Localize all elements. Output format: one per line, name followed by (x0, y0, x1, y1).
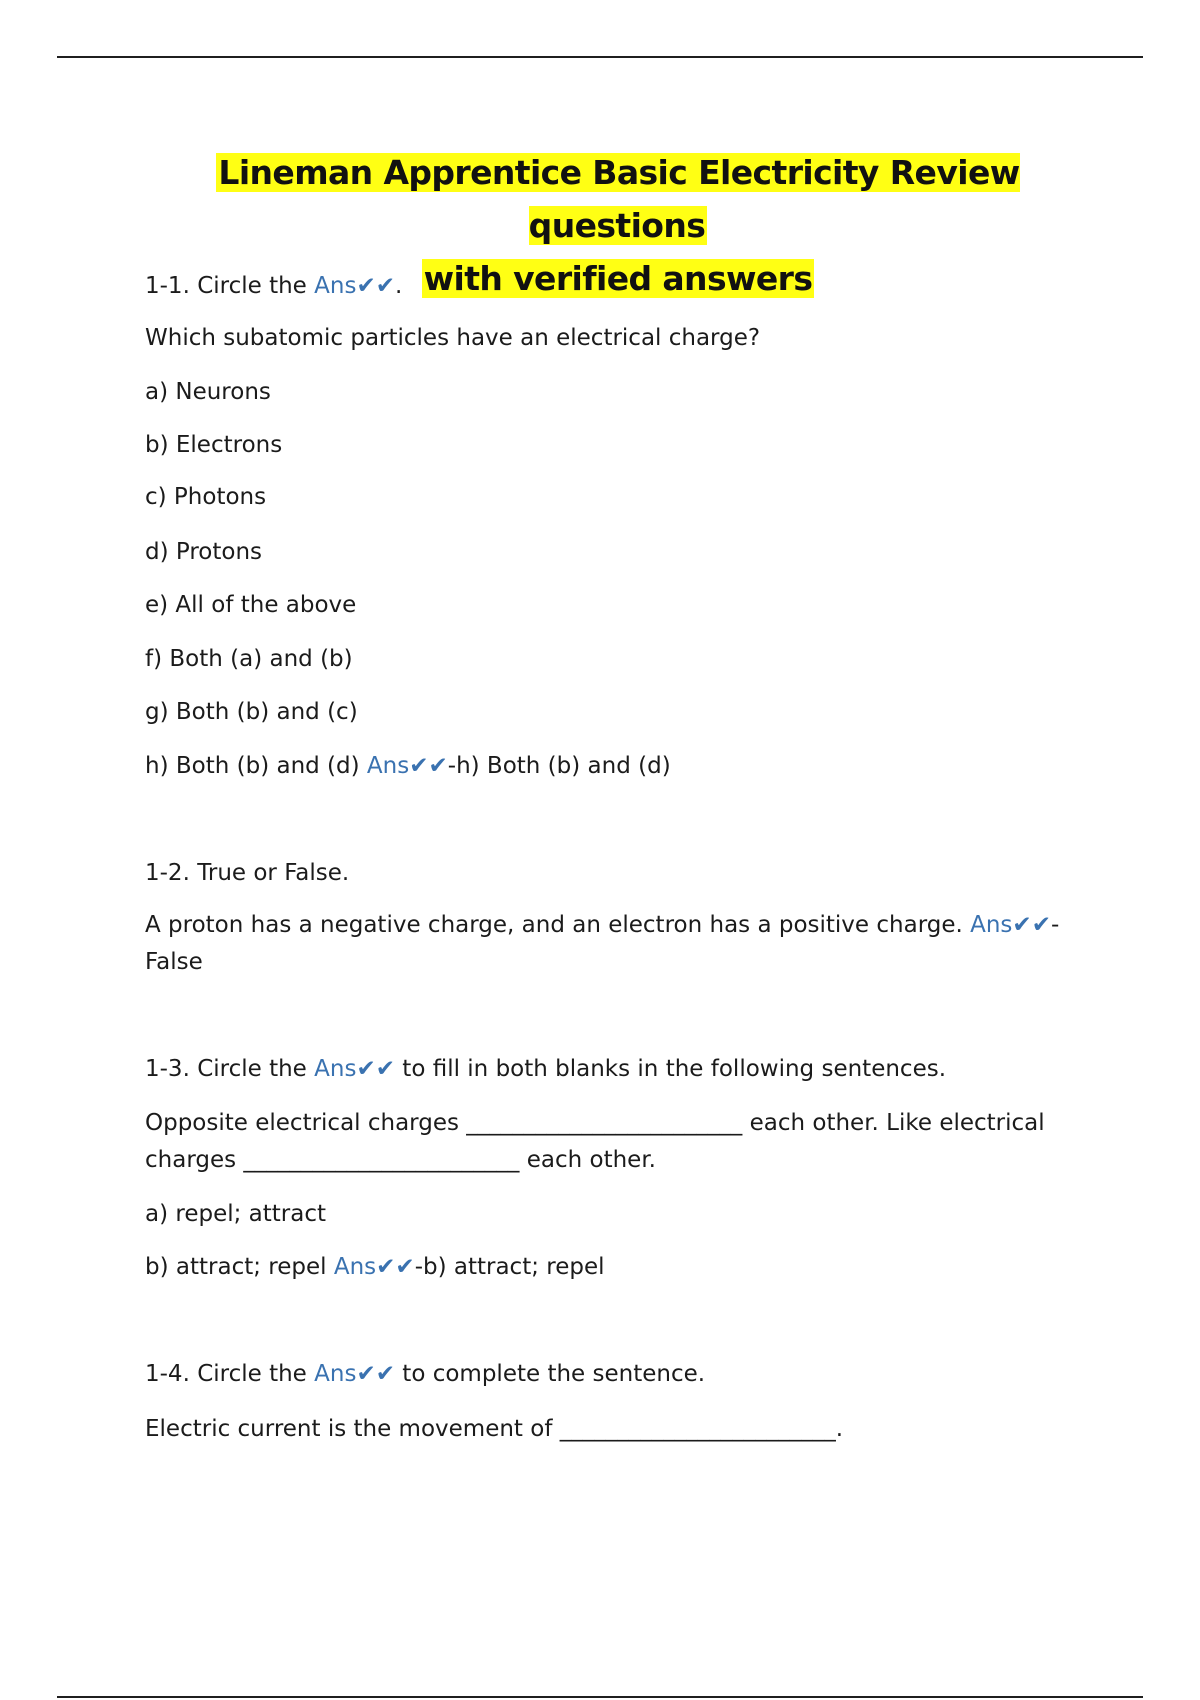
q1-heading: 1-1. Circle the Ans✔✔. (145, 273, 403, 299)
q1-question: Which subatomic particles have an electrical charge? (145, 325, 761, 351)
top-rule (57, 56, 1143, 58)
q4-heading: 1-4. Circle the Ans✔✔ to complete the sentence. (145, 1361, 706, 1387)
q3-heading: 1-3. Circle the Ans✔✔ to fill in both blanks in the following sentences. (145, 1056, 947, 1082)
q4-sentence: Electric current is the movement of ________________________. (145, 1416, 844, 1442)
ans-label: Ans✔✔ (314, 1361, 395, 1387)
q1-option-b: b) Electrons (145, 432, 283, 458)
q1-option-f: f) Both (a) and (b) (145, 646, 353, 672)
q2-statement: A proton has a negative charge, and an electron has a positive charge. Ans✔✔- (145, 912, 1060, 938)
ans-label: Ans✔✔ (970, 912, 1051, 938)
q3-sentence-line-1: Opposite electrical charges ________________________ each other. Like electrical (145, 1110, 1045, 1136)
q2-heading: 1-2. True or False. (145, 860, 350, 886)
ans-label: Ans✔✔ (314, 273, 395, 299)
title-line-2: with verified answers (423, 259, 813, 298)
q1-option-e: e) All of the above (145, 592, 357, 618)
q1-answer: -h) Both (b) and (d) (447, 753, 671, 779)
q3-option-b: b) attract; repel Ans✔✔-b) attract; repel (145, 1254, 605, 1280)
q1-option-c: c) Photons (145, 484, 267, 510)
q1-option-h: h) Both (b) and (d) Ans✔✔-h) Both (b) and (d) (145, 753, 671, 779)
ans-label: Ans✔✔ (366, 753, 448, 779)
ans-label: Ans✔✔ (314, 1056, 395, 1082)
bottom-rule (57, 1696, 1143, 1698)
q1-option-a: a) Neurons (145, 379, 271, 405)
q3-answer: -b) attract; repel (414, 1254, 605, 1280)
q1-option-d: d) Protons (145, 539, 263, 565)
q1-option-g: g) Both (b) and (c) (145, 699, 358, 725)
title-line-1: Lineman Apprentice Basic Electricity Review questions (218, 153, 1020, 245)
ans-label: Ans✔✔ (333, 1254, 415, 1280)
q3-sentence-line-2: charges ________________________ each other. (145, 1147, 656, 1173)
q2-answer: False (145, 949, 203, 975)
q3-option-a: a) repel; attract (145, 1201, 327, 1227)
